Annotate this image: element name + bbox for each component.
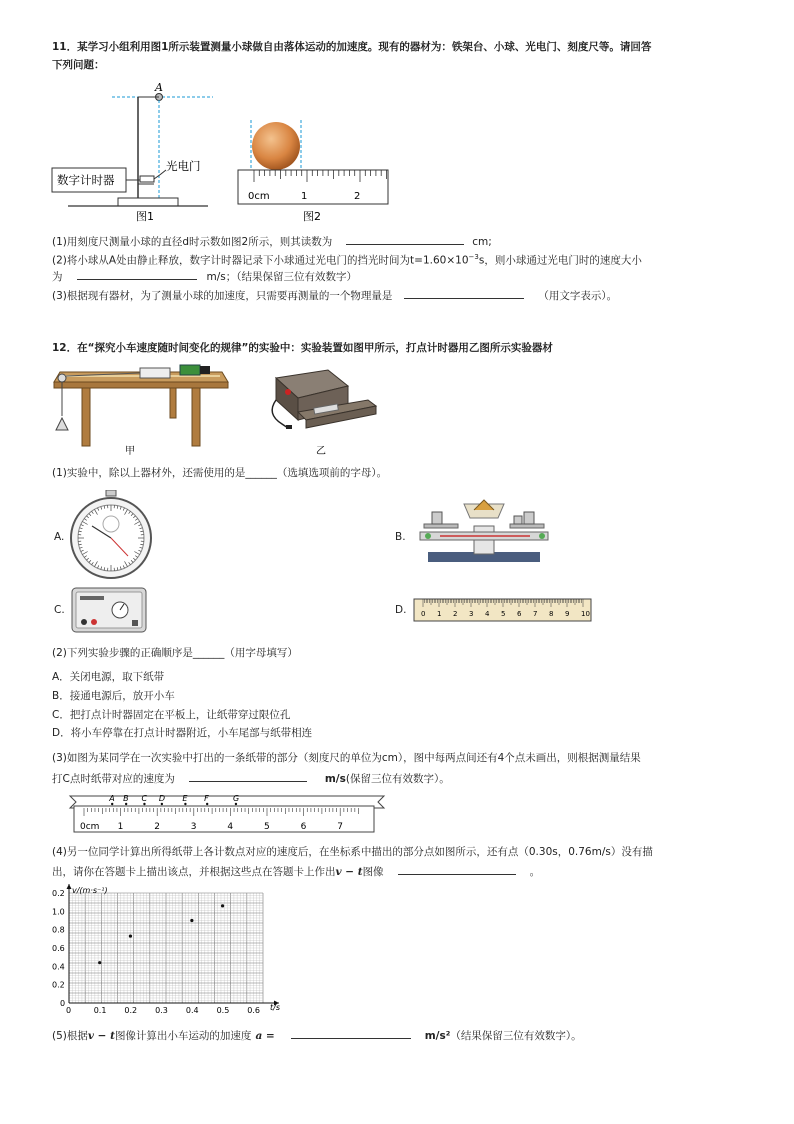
tape-point-dot	[111, 803, 113, 805]
chart-data-point	[98, 961, 101, 964]
y-tick-label: 0.6	[52, 944, 65, 953]
y-tick-label-zero: 0	[60, 999, 66, 1008]
tape-tick-label: 3	[190, 822, 197, 832]
step-b: B．接通电源后，放开小车	[52, 690, 175, 702]
ruler-d-tick-label: 10	[581, 610, 590, 618]
chart-grid	[69, 893, 263, 1003]
q12-part1: (1)实验中，除以上器材外，还需使用的是______（选填选项前的字母）。	[52, 467, 388, 479]
y-tick-label: 0.2	[52, 980, 65, 990]
option-c-power-supply[interactable]	[70, 584, 150, 636]
answer-blank-q12-3[interactable]	[189, 770, 307, 782]
figure-2-ruler-ball	[236, 118, 396, 228]
option-a-stopwatch[interactable]	[68, 490, 154, 582]
answer-blank-q11-2[interactable]	[77, 268, 197, 280]
tape-tick-label: 0cm	[80, 822, 100, 832]
tape-tick-label: 5	[264, 822, 270, 832]
figure-jia-caption: 甲	[125, 446, 135, 457]
chart-data-point	[190, 919, 193, 922]
tape-point-dot	[206, 803, 208, 805]
tape-point-dot	[161, 803, 163, 805]
q12-part2: (2)下列实验步骤的正确顺序是______（用字母填写）	[52, 647, 298, 659]
ruler-tick-2: 2	[354, 191, 361, 202]
paper-tape-figure	[62, 790, 392, 836]
ruler-d-tick-label: 3	[469, 610, 474, 618]
y-axis-arrow	[67, 884, 72, 889]
option-b-balance[interactable]	[418, 496, 550, 568]
x-tick-label: 0.6	[247, 1006, 261, 1015]
ruler-d-tick-label: 4	[485, 610, 490, 618]
tape-point-label: F	[204, 794, 209, 803]
figure-1-apparatus	[48, 80, 228, 225]
q12-part3-line2: 打C点时纸带对应的速度为 m/s(保留三位有效数字）。	[52, 770, 450, 786]
ruler-d-tick-label: 5	[501, 610, 506, 618]
figure-1-caption: 图1	[136, 210, 154, 223]
tape-tick-label: 4	[227, 822, 234, 832]
point-a-label: A	[155, 81, 163, 94]
chart-x-label: t/s	[270, 1003, 280, 1012]
y-tick-label: 0.8	[52, 925, 65, 935]
option-d-ruler[interactable]	[413, 598, 593, 624]
option-d-label[interactable]: D.	[395, 604, 407, 616]
tape-tick-label: 2	[154, 822, 160, 832]
tape-point-dot	[235, 803, 237, 805]
x-tick-label: 0.3	[155, 1006, 168, 1015]
option-a-label[interactable]: A.	[54, 531, 65, 543]
ruler-tick-1: 1	[301, 191, 308, 202]
q11-stem-line1: 11．某学习小组利用图1所示装置测量小球做自由落体运动的加速度。现有的器材为：铁架台、小球、光电门、刻度尺等。请回答	[52, 41, 652, 53]
ruler-d-tick-label: 9	[565, 610, 570, 618]
figure-2-caption: 图2	[303, 210, 321, 223]
tape-point-label: G	[232, 794, 240, 803]
tape-point-label: C	[141, 794, 148, 803]
vt-chart	[52, 882, 292, 1018]
figure-yi-timer-device	[258, 368, 388, 460]
ruler-d-tick-label: 8	[549, 610, 554, 618]
tape-tick-label: 1	[117, 822, 124, 832]
ruler-d-tick-label: 1	[437, 610, 442, 618]
step-a: A．关闭电源，取下纸带	[52, 671, 165, 683]
tape-point-dot	[143, 803, 145, 805]
q11-part2-line1: (2)将小球从A处由静止释放，数字计时器记录下小球通过光电门的挡光时间为$t=1.60\times 10^{-3}s$，则小球通过光电门时的速度大小	[52, 253, 642, 267]
tape-point-dot	[125, 803, 127, 805]
y-tick-label: 0.2	[52, 889, 65, 898]
q11-stem-line2: 下列问题：	[52, 59, 105, 71]
chart-data-point	[129, 934, 132, 937]
x-tick-label: 0.5	[216, 1006, 230, 1015]
answer-blank-q12-4[interactable]	[398, 863, 516, 875]
figure-jia-table-setup	[52, 360, 230, 458]
x-tick-label: 0.2	[124, 1006, 138, 1015]
x-tick-label: 0.1	[93, 1006, 107, 1015]
ruler-unit-label: 0cm	[248, 191, 270, 202]
y-tick-label: 0.4	[52, 962, 65, 972]
tape-point-label: B	[123, 794, 129, 803]
q11-part2-line2: 为 m/s；（结果保留三位有效数字）	[52, 268, 357, 284]
answer-blank-q11-1[interactable]	[346, 233, 464, 245]
ruler-d-tick-label: 7	[533, 610, 538, 618]
step-c: C．把打点计时器固定在平板上，让纸带穿过限位孔	[52, 709, 291, 721]
option-c-label[interactable]: C.	[54, 604, 65, 616]
x-tick-label: 0.4	[185, 1006, 199, 1015]
figure-yi-caption: 乙	[316, 446, 326, 457]
step-d: D．将小车停靠在打点计时器附近，小车尾部与纸带相连	[52, 727, 313, 739]
answer-blank-q12-5[interactable]	[291, 1027, 411, 1039]
photogate-label: 光电门	[166, 159, 201, 173]
q12-part4-line2: 出，请你在答题卡上描出该点，并根据这些点在答题卡上作出v − t图像 。	[52, 863, 540, 879]
q12-part4-line1: (4)另一位同学计算出所得纸带上各计数点对应的速度后，在坐标系中描出的部分点如图所示，还有点（0.30s，0.76m/s）没有描	[52, 846, 653, 858]
ruler-d-tick-label: 2	[453, 610, 458, 618]
option-b-label[interactable]: B.	[395, 531, 406, 543]
tape-point-dot	[184, 803, 186, 805]
ball	[252, 122, 300, 170]
tape-point-label: D	[158, 794, 166, 803]
tape-tick-label: 6	[300, 822, 307, 832]
q11-part3: (3)根据现有器材，为了测量小球的加速度，只需要再测量的一个物理量是 （用文字表示）。	[52, 287, 617, 303]
q12-stem: 12．在“探究小车速度随时间变化的规律”的实验中：实验装置如图甲所示，打点计时器用乙图所示实验器材	[52, 342, 553, 354]
chart-y-label: v/(m·s⁻¹)	[72, 886, 108, 895]
ruler-d-tick-label: 6	[517, 610, 522, 618]
q12-part3-line1: (3)如图为某同学在一次实验中打出的一条纸带的部分（刻度尺的单位为cm），图中每两点间还有4个点未画出，则根据测量结果	[52, 752, 641, 764]
x-tick-label: 0	[66, 1006, 72, 1015]
ruler-d-tick-label: 0	[421, 610, 426, 618]
chart-data-point	[221, 904, 224, 907]
digital-timer-label: 数字计时器	[57, 173, 115, 187]
answer-blank-q11-3[interactable]	[404, 287, 524, 299]
tape-tick-label: 7	[337, 822, 343, 832]
y-tick-label: 1.0	[52, 907, 65, 917]
tape-point-label: A	[109, 794, 115, 803]
q12-part5: (5)根据v − t图像计算出小车运动的加速度 a = m/s²（结果保留三位有效数字）。	[52, 1027, 582, 1043]
tape-point-label: E	[182, 794, 188, 803]
q11-part1: (1)用刻度尺测量小球的直径d时示数如图2所示，则其读数为 cm;	[52, 233, 492, 249]
